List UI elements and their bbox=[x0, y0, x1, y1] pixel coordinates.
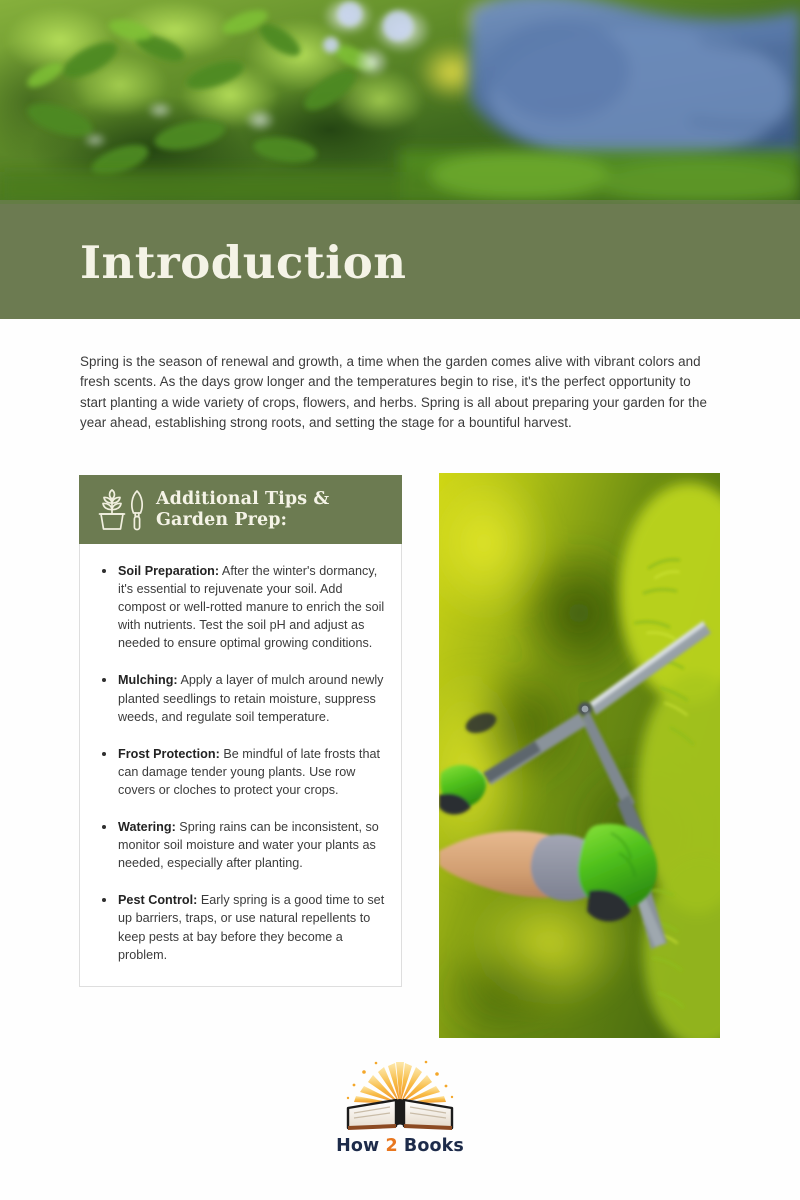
list-item-text: Early spring is a good time to set up barriers, traps, or use natural repellents to keep pests at bay before they become a problem. bbox=[118, 893, 385, 962]
list-item-text: Be mindful of late frosts that can damage tender young plants. Use row covers or cloches to protect your crops. bbox=[118, 746, 381, 797]
additional-tips-card bbox=[79, 475, 402, 987]
open-book-burst-icon bbox=[342, 1058, 458, 1134]
tips-card-header bbox=[79, 475, 402, 544]
garden-photo bbox=[0, 0, 800, 204]
open-book-burst-logo-icon bbox=[342, 1058, 458, 1134]
brand-text-part2: Books bbox=[397, 1136, 464, 1156]
list-item bbox=[96, 818, 385, 872]
list-item bbox=[96, 891, 385, 963]
page-title: Introduction bbox=[80, 236, 407, 289]
potted-plant-and-trowel-icon bbox=[96, 488, 148, 532]
hero-banner-image bbox=[0, 0, 800, 204]
footer-brand bbox=[0, 1058, 800, 1156]
tips-list bbox=[96, 562, 385, 964]
list-item-text: Spring rains can be inconsistent, so monitor soil moisture and water your plants as needed, especially after planting. bbox=[118, 820, 379, 871]
brand-number: 2 bbox=[385, 1136, 398, 1156]
list-item-term: Frost Protection: bbox=[118, 746, 220, 761]
brand-text-part1: How bbox=[336, 1136, 386, 1156]
list-item-text: After the winter's dormancy, it's essential to rejuvenate your soil. Add compost or well-rotted manure to enrich the soil with nutrients. Test the soil pH and adjust as needed to ensure optimal growing conditions. bbox=[118, 564, 385, 651]
list-item bbox=[96, 745, 385, 799]
brand-wordmark bbox=[336, 1136, 464, 1156]
tips-card-body bbox=[79, 544, 402, 987]
intro-paragraph: Spring is the season of renewal and growth, a time when the garden comes alive with vibrant colors and fresh scents. As the days grow longer and the temperatures begin to rise, it's the perfect opportunity to start planting a wide variety of crops, flowers, and herbs. Spring is all about preparing your garden for the year ahead, establishing strong roots, and setting the stage for a bountiful harvest. bbox=[80, 354, 707, 430]
list-item-text: Apply a layer of mulch around newly planted seedlings to retain moisture, suppress weeds, and regulate soil temperature. bbox=[118, 673, 384, 724]
list-item-term: Soil Preparation: bbox=[118, 564, 220, 578]
section-title-band bbox=[0, 204, 800, 319]
list-item-term: Mulching: bbox=[118, 673, 178, 688]
list-item bbox=[96, 671, 385, 725]
list-item bbox=[96, 562, 385, 652]
hedge-trimming-image bbox=[439, 473, 720, 1038]
hedge-trimming-photo bbox=[439, 473, 720, 1038]
list-item-term: Pest Control: bbox=[118, 893, 198, 908]
list-item-term: Watering: bbox=[118, 820, 176, 835]
tips-card-title: Additional Tips & Garden Prep: bbox=[156, 488, 330, 530]
